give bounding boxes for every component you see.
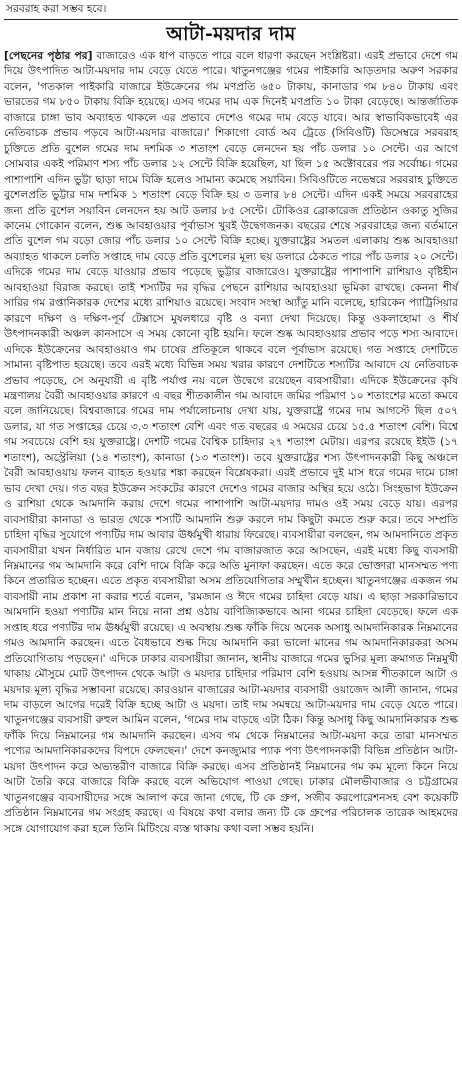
article-body	[4, 49, 458, 837]
headline-block	[4, 19, 458, 46]
headline: আটা-ময়দার দাম	[166, 23, 296, 45]
article-text: বাজারেও এক ধাপ বাড়তে পারে বলে ধারণা করছেন সংশ্লিষ্টরা। এরই প্রভাবে দেশে গম দিয়ে উৎপাদিত আটা-ময়দার দাম বেড়ে যেতে পারে। খাতুনগঞ্জের গমের পাইকারি আড়তদার অরুণ সরকার বলেন, 'গতকাল পাইকারি বাজারে ইউক্রেনের গম মণপ্রতি ৬৫০ টাকায়, কানাডার গম ৮৪০ টাকায় এবং ভারতের গম ৮৫০ টাকায় বিক্রি হয়েছে। এসব গমের দাম এক দিনেই মণপ্রতি ১০ টাকা বেড়েছে। আন্তর্জাতিক বাজারে চাঙ্গা ভাব অব্যাহত থাকলে এর প্রভাবে দেশেও গমের দাম বেড়ে যাবে। আর স্বাভাবিকভাবেই এর নেতিবাচক প্রভাব পড়বে আটা-ময়দার বাজারে।' শিকাগো বোর্ড অব ট্রেডে (সিবিওটি) ডিসেম্বরে সরবরাহ চুক্তিতে প্রতি বুশেল গমের দাম দশমিক ৩ শতাংশ বেড়ে লেনদেন হয় পাঁচ ডলার ১০ সেন্টে। এর আগে সোমবার একই পরিমাণ শস্য পাঁচ ডলার ১২ সেন্টে বিক্রি হয়েছিল, যা ছিল ১৫ অক্টোবরের পর সর্বোচ্চ। গমের পাশাপাশি এদিন ভুট্টা ছাড়া দামে বিক্রি হলেও সামান্য কমেছে সয়াবিন। সিবিওটিতে নভেম্বরে সরবরাহ চুক্তিতে বুশেলপ্রতি ভুট্টার দাম দশমিক ১ শতাংশ বেড়ে বিক্রি হয় ৩ ডলার ৮৪ সেন্টে। এদিন একই সময়ে সরবরাহের জন্য প্রতি বুশেল সয়াবিন লেনদেন হয় আট ডলার ৮৫ সেন্টে। টোকিওর ব্রোকারেজ প্রতিষ্ঠান ওকাতু সুজির কানেম গোকোন বলেন, শুষ্ক আবহাওয়ার পূর্বাভাস খুবই উদ্বেগজনক। বছরের শেষে সরবরাহের জন্য বর্তমানে প্রতি বুশেল গম বড়ো জোর পাঁচ ডলার ১০ সেন্টে বিক্রি হচ্ছে। যুক্তরাষ্ট্রের সমতল এলাকায় শুষ্ক আবহাওয়া অব্যাহত থাকলে চলতি সপ্তাহে দাম বেড়ে প্রতি বুশেলের মূল্য ছয় ডলারে ঠেকতে পারে পাঁচ ডলার ২০ সেন্টে। এদিকে গমের দাম বেড়ে যাওয়ার প্রভাব পড়েছে ভুট্টার বাজারেও। যুক্তরাষ্ট্রের পাশাপাশি রাশিয়াও বৃষ্টিহীন আবহাওয়া বিরাজ করছে। তাই শস্যটির দর বৃদ্ধির পেছনে রাশিয়ার আবহাওয়া ভূমিকা রাখছে। কেননা শীর্ষ সারির গম রপ্তানিকারক দেশের মধ্যে রাশিয়াও রয়েছে। সংবাদ সংস্থা অ্যাঁতু মানি বলেছে, হারিকেন প্যাট্রিসিয়ার কারণে দক্ষিণ ও দক্ষিণ-পূর্ব টেক্সাসে মুষলধারে বৃষ্টি ও বন্যা দেখা দিয়েছে। কিন্তু ওকলাহোমা ও শীর্ষ উৎপাদনকারী অঞ্চল কানসাসে এ সময় কোনো বৃষ্টি হয়নি। ফলে শুষ্ক আবহাওয়ার প্রভাব পড়ে শস্য আবাদে। এদিকে ইউক্রেনের আবহাওয়াও গম চাষের প্রতিকূলে থাকবে বলে পূর্বাভাস রয়েছে। গত সপ্তাহে দেশটিতে সামান্য বৃষ্টিপাত হয়েছে। তবে এরই মধ্যে বিভিন্ন সময় খরার কারণে দেশটিতে শস্যটির আবাদে যে নেতিবাচক প্রভাব পড়েছে, সে অনুযায়ী এ বৃষ্টি পর্যাপ্ত নয় বলে উদ্বেগে রয়েছেন ব্যবসায়ীরা। এদিকে ইউক্রেনের কৃষি মন্ত্রণালয় বৈরী আবহাওয়ার কারণে এ বছর শীতকালীন গম আবাদে জমির পরিমাণ ১০ শতাংশের মতো কমবে বলে জানিয়েছে। বিশ্ববাজারে গমের দাম পর্যালোচনায় দেখা যায়, যুক্তরাষ্ট্রে গমের দাম আগস্টে ছিল ৫০৭ ডলার, যা গত সপ্তাহের চেয়ে ৩.৩ শতাংশ বেশি এবং গত বছরের এ সময়ের চেয়ে ১৫.৫ শতাংশ বেশি। বিশ্বে গম সবচেয়ে বেশি হয় যুক্তরাষ্ট্রে। দেশটি গমের বৈশ্বিক চাহিদার ২৭ শতাংশ মেটায়। এরপর রয়েছে ইইউ (১৭ শতাংশ), অস্ট্রেলিয়া (১৪ শতাংশ), কানাডা (১৩ শতাংশ)। তবে যুক্তরাষ্ট্রের শস্য উৎপাদনকারী কিছু অঞ্চলে বৈরী আবহাওয়ায় ফলন ব্যাহত হওয়ার শঙ্কা করছেন বিশ্লেষকরা। এরই প্রভাবে দুই মাস ধরে গমের দামে চাঙ্গা ভাব দেখা দেয়। গত বছর ইউক্রেন সংকটের কারণে দেশেও গমের বাজার অস্থির হয়ে ওঠে। সিংহভাগ ইউক্রেন ও রাশিয়া থেকে আমদানি করায় দেশে গমের পাশাপাশি আটা-ময়দার দামও ওই সময় বেড়ে যায়। এরপর ব্যবসায়ীরা কানাডা ও ভারত থেকে শস্যটি আমদানি শুরু করলে দাম কিছুটা কমতে শুরু করে। তবে সম্প্রতি চাহিদা বৃদ্ধির সুযোগে পণ্যটির দাম আবার ঊর্ধ্বমুখী ধারায় ফিরেছে। ব্যবসায়ীরা বলছেন, গম আমদানিতে প্রকৃত ব্যবসায়ীরা যখন নির্ধারিত মান বজায় রেখে দেশে গম বাজারজাত করে আসছেন, এরই মধ্যে কিছু ব্যবসায়ী নিম্নমানের গম আমদানি করে বেশি দামে বিক্রি করে অতি মুনাফা করছেন। এতে করে ভোক্তারা মানসম্মত পণ্য কিনে প্রতারিত হচ্ছেন। এতে প্রকৃত ব্যবসায়ীরা অসম প্রতিযোগিতার সম্মুখীন হচ্ছেন। খাতুনগঞ্জের একজন গম ব্যবসায়ী নাম প্রকাশ না করার শর্তে বলেন, 'রমজান ও ঈদে গমের চাহিদা বেড়ে যায়। এ ছাড়া সরকারিভাবে আমদানি হওয়া পণ্যটির মান নিয়ে নানা প্রশ্ন ওঠায় বাণিজ্যিকভাবে আনা গমের চাহিদা বেড়েছে। ফলে এক সপ্তাহ ধরে পণ্যটির দাম ঊর্ধ্বমুখী রয়েছে। এ অবস্থায় শুল্ক ফাঁকি দিয়ে অনেক অসাধু আমদানিকারক নিম্নমানের গমও আমদানি করছেন। এতে বৈধভাবে শুল্ক দিয়ে আমদানি করা ভালো মানের গম আমদানিকারকরা অসম প্রতিযোগিতায় পড়ছেন।' এদিকে ঢাকার ব্যবসায়ীরা জানান, স্থানীয় বাজারে গমের ভুসির মূল্য ক্রমাগত নিম্নমুখী থাকায় মৌসুমে মোট উৎপাদন থেকে আটা ও ময়দার চাহিদার পরিমাণ বেশি হওয়ায় আসন্ন শীতকালে আটা ও ময়দার মূল্য বৃদ্ধির সম্ভাবনা রয়েছে। কারওয়ান বাজারের আটা-ময়দার ব্যবসায়ী ওয়াজেদ আলী জানান, গমের দাম বাড়লে আগের দরেই বিক্রি হচ্ছে আটা ও ময়দা। তাই দাম সমন্বয়ে আটা-ময়দার দাম বেড়ে যেতে পারে। খাতুনগঞ্জের ব্যবসায়ী রুহুল আমিন বলেন, 'গমের দাম বাড়ছে এটা ঠিক। কিন্তু অসাধু কিছু আমদানিকারক শুল্ক ফাঁকি দিয়ে নিম্নমানের গম আমদানি করছেন। এসব গম থেকে নিম্নমানের আটা-ময়দা করে তারা মানসম্মত পণ্যের আমদানিকারকদের বিপদে ফেলছেন।' দেশে কনজ্যুমার প্যাক পণ্য উৎপাদনকারী বিভিন্ন প্রতিষ্ঠান আটা-ময়দা উৎপাদন করে অভ্যন্তরীণ বাজারে বিক্রি করছে। এসব প্রতিষ্ঠানই নিম্নমানের গম কম মূল্যে কিনে নিয়ে আটা তৈরি করে বাজারে বিক্রি করছে বলে অভিযোগ পাওয়া গেছে। ঢাকার মৌলভীবাজার ও চট্টগ্রামের খাতুনগঞ্জের ব্যবসায়ীদের সঙ্গে আলাপ করে জানা গেছে, টি কে গ্রুপ, সজীব করপোরেশনসহ বেশ কয়েকটি প্রতিষ্ঠান নিম্নমানের গম সংগ্রহ করছে। এ বিষয়ে কথা বলার জন্য টি কে গ্রুপের পরিচালক তারেক আহমদের সঙ্গে যোগাযোগ করা হলে তিনি মিটিংয়ে ব্যস্ত থাকায় কথা বলা সম্ভব হয়নি।	[4, 50, 459, 835]
continued-from-label: [পেছনের পৃষ্ঠার পর]	[4, 50, 93, 62]
previous-article-tail: সরবরাহ করা সম্ভব হবে।	[6, 3, 107, 15]
